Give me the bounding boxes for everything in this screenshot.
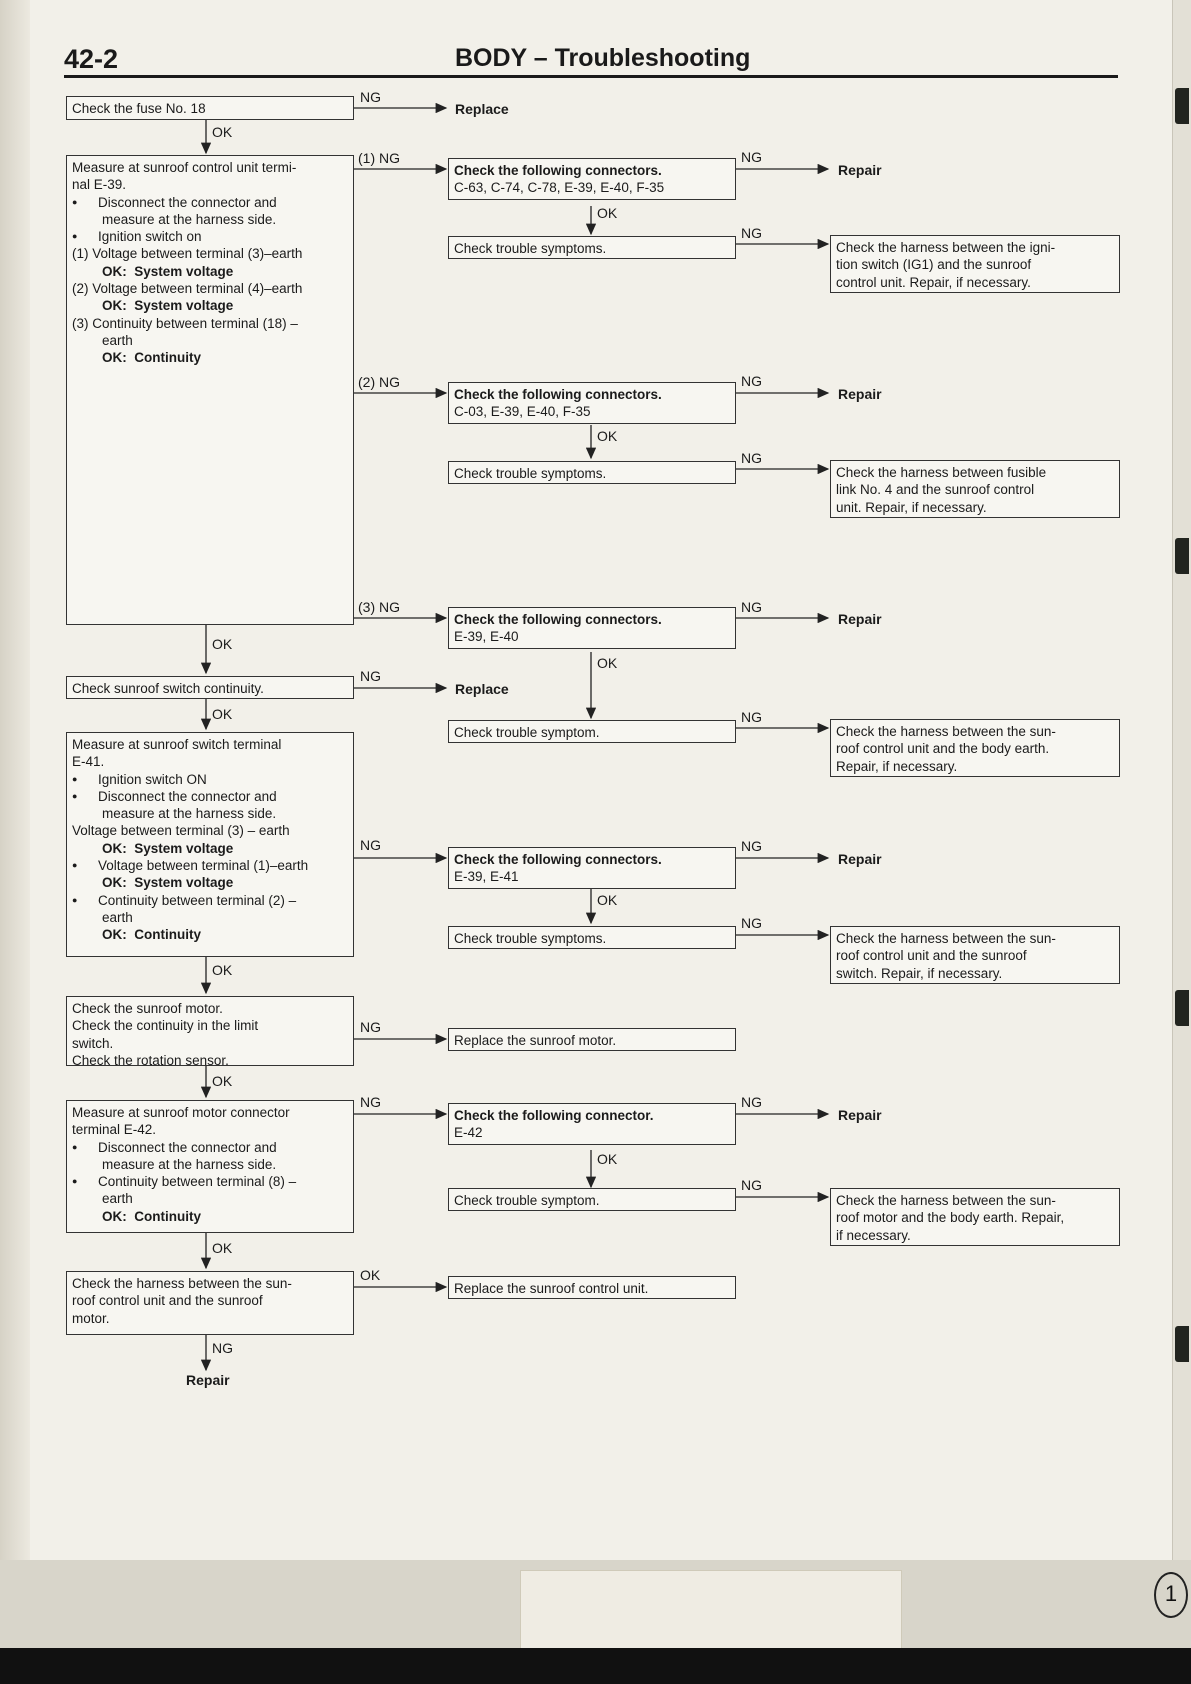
ng-label: NG	[360, 1094, 381, 1110]
ok-label: OK	[212, 636, 233, 652]
step-connectors-4	[448, 847, 736, 889]
step-connectors-1	[448, 158, 736, 200]
ok-label: OK	[212, 1073, 233, 1089]
box-line: Repair, if necessary.	[836, 758, 958, 774]
box-line: Check trouble symptoms.	[454, 466, 607, 481]
box-line: Check the rotation sensor.	[72, 1052, 229, 1068]
box-line: Check trouble symptoms.	[454, 931, 607, 946]
box-line: unit. Repair, if necessary.	[836, 499, 987, 515]
box-line: roof control unit and the sunroof	[72, 1293, 263, 1309]
step-connector-5	[448, 1103, 736, 1145]
page-title: BODY – Troubleshooting	[455, 44, 751, 72]
ng-label: NG	[741, 149, 762, 165]
box-line: earth	[102, 909, 133, 925]
box-line: Check the following connectors.	[454, 163, 662, 178]
ng-label: NG	[360, 89, 381, 105]
page-number: 42-2	[64, 44, 119, 74]
box-line: Check the harness between the sun-	[72, 1276, 292, 1291]
box-line: Measure at sunroof control unit termi-	[72, 160, 297, 175]
box-line: control unit. Repair, if necessary.	[836, 274, 1031, 290]
box-line: ● Ignition switch on	[72, 228, 348, 245]
step-measure-e42	[66, 1100, 354, 1233]
ok-label: OK	[597, 428, 618, 444]
box-line: OK: Continuity	[102, 927, 201, 943]
step-measure-e39	[66, 155, 354, 625]
box-line: Check the harness between the sun-	[836, 1193, 1056, 1208]
result-harness-ignition	[830, 235, 1120, 293]
ng-label: NG	[741, 373, 762, 389]
box-line: tion switch (IG1) and the sunroof	[836, 257, 1032, 273]
box-line: roof control unit and the sunroof	[836, 948, 1027, 964]
step-harness-unit-motor	[66, 1271, 354, 1335]
corner-mark: 1	[1154, 1572, 1188, 1618]
box-line: ● Continuity between terminal (2) –	[72, 892, 348, 909]
box-text: Check the fuse No. 18	[72, 101, 206, 116]
step-trouble-5	[448, 1188, 736, 1211]
ng-label: NG	[212, 1340, 233, 1356]
box-line: ● Ignition switch ON	[72, 771, 348, 788]
box-line: Check the following connectors.	[454, 612, 662, 627]
step-trouble-3	[448, 720, 736, 743]
ok-label: OK	[597, 892, 618, 908]
ng-label: NG	[741, 1094, 762, 1110]
box-line: Check the harness between the sun-	[836, 724, 1056, 739]
box-line: measure at the harness side.	[102, 806, 277, 822]
ok-label: OK	[597, 205, 618, 221]
result-harness-earth	[830, 719, 1120, 777]
ng-label: NG	[741, 225, 762, 241]
step-check-motor	[66, 996, 354, 1066]
step-replace-unit	[448, 1276, 736, 1299]
box-line: Check the continuity in the limit	[72, 1018, 259, 1034]
box-line: switch. Repair, if necessary.	[836, 965, 1003, 981]
ng-label: NG	[741, 450, 762, 466]
ok-label: OK	[212, 706, 233, 722]
repair-label: Repair	[186, 1372, 230, 1388]
page-bottom-paper	[520, 1570, 902, 1652]
box-line: ● Disconnect the connector and	[72, 1139, 348, 1156]
box-line: Check the sunroof motor.	[72, 1001, 223, 1016]
step-trouble-1	[448, 236, 736, 259]
step-connectors-3	[448, 607, 736, 649]
box-line: OK: System voltage	[102, 840, 234, 856]
step-connectors-2	[448, 382, 736, 424]
step-measure-e41	[66, 732, 354, 957]
box-line: OK: Continuity	[102, 350, 201, 366]
box-line: Check trouble symptom.	[454, 725, 600, 740]
ok-label: OK	[360, 1267, 381, 1283]
box-line: switch.	[72, 1035, 114, 1051]
ng-label: NG	[741, 1177, 762, 1193]
box-line: OK: Continuity	[102, 1208, 201, 1224]
ng-label-3: (3) NG	[358, 599, 400, 615]
result-harness-switch	[830, 926, 1120, 984]
box-line: Voltage between terminal (3) – earth	[72, 823, 290, 839]
box-line: link No. 4 and the sunroof control	[836, 482, 1035, 498]
ok-label: OK	[212, 962, 233, 978]
ng-label-2: (2) NG	[358, 374, 400, 390]
result-harness-fusible	[830, 460, 1120, 518]
box-line: (3) Continuity between terminal (18) –	[72, 315, 298, 331]
box-line: ● Voltage between terminal (1)–earth	[72, 857, 348, 874]
box-line: if necessary.	[836, 1227, 911, 1243]
box-line: E-42	[454, 1125, 483, 1141]
step-switch-continuity	[66, 676, 354, 699]
replace-label: Replace	[455, 101, 509, 117]
replace-label: Replace	[455, 681, 509, 697]
ok-label: OK	[212, 1240, 233, 1256]
box-line: measure at the harness side.	[102, 211, 277, 227]
page-bottom-shadow	[0, 1648, 1191, 1684]
box-line: Check the following connector.	[454, 1108, 654, 1123]
ok-label: OK	[597, 655, 618, 671]
box-line: Measure at sunroof switch terminal	[72, 737, 282, 752]
box-line: E-39, E-40	[454, 629, 519, 645]
box-line: motor.	[72, 1310, 110, 1326]
box-line: nal E-39.	[72, 177, 127, 193]
box-line: ● Disconnect the connector and	[72, 788, 348, 805]
box-line: earth	[102, 1191, 133, 1207]
box-line: ● Disconnect the connector and	[72, 194, 348, 211]
step-check-fuse	[66, 96, 354, 120]
box-line: C-63, C-74, C-78, E-39, E-40, F-35	[454, 180, 665, 196]
box-line: OK: System voltage	[102, 875, 234, 891]
ok-label: OK	[212, 124, 233, 140]
ng-label: NG	[360, 668, 381, 684]
box-line: Replace the sunroof motor.	[454, 1033, 617, 1048]
box-line: Replace the sunroof control unit.	[454, 1281, 649, 1296]
repair-label: Repair	[838, 162, 882, 178]
repair-label: Repair	[838, 1107, 882, 1123]
box-line: E-41.	[72, 754, 105, 770]
ng-label: NG	[360, 837, 381, 853]
ng-label: NG	[741, 709, 762, 725]
box-line: terminal E-42.	[72, 1122, 157, 1138]
result-harness-body	[830, 1188, 1120, 1246]
step-replace-motor	[448, 1028, 736, 1051]
box-line: Check the following connectors.	[454, 852, 662, 867]
box-line: OK: System voltage	[102, 298, 234, 314]
ng-label: NG	[741, 838, 762, 854]
box-line: ● Continuity between terminal (8) –	[72, 1173, 348, 1190]
ok-label: OK	[597, 1151, 618, 1167]
box-line: Measure at sunroof motor connector	[72, 1105, 290, 1120]
box-line: earth	[102, 332, 133, 348]
box-line: (1) Voltage between terminal (3)–earth	[72, 246, 303, 262]
repair-label: Repair	[838, 611, 882, 627]
ng-label: NG	[741, 915, 762, 931]
step-trouble-2	[448, 461, 736, 484]
box-line: roof motor and the body earth. Repair,	[836, 1210, 1065, 1226]
box-line: Check the harness between the sun-	[836, 931, 1056, 946]
box-line: roof control unit and the body earth.	[836, 741, 1050, 757]
box-line: E-39, E-41	[454, 869, 519, 885]
box-line: Check trouble symptom.	[454, 1193, 600, 1208]
box-line: Check trouble symptoms.	[454, 241, 607, 256]
repair-label: Repair	[838, 851, 882, 867]
repair-label: Repair	[838, 386, 882, 402]
box-line: measure at the harness side.	[102, 1156, 277, 1172]
box-line: Check the harness between the igni-	[836, 240, 1056, 255]
ng-label: NG	[741, 599, 762, 615]
step-trouble-4	[448, 926, 736, 949]
box-line: (2) Voltage between terminal (4)–earth	[72, 281, 303, 297]
box-line: OK: System voltage	[102, 263, 234, 279]
box-line: C-03, E-39, E-40, F-35	[454, 404, 591, 420]
ng-label: NG	[360, 1019, 381, 1035]
box-line: Check the following connectors.	[454, 387, 662, 402]
box-text: Check sunroof switch continuity.	[72, 681, 264, 696]
ng-label-1: (1) NG	[358, 150, 400, 166]
box-line: Check the harness between fusible	[836, 465, 1047, 480]
